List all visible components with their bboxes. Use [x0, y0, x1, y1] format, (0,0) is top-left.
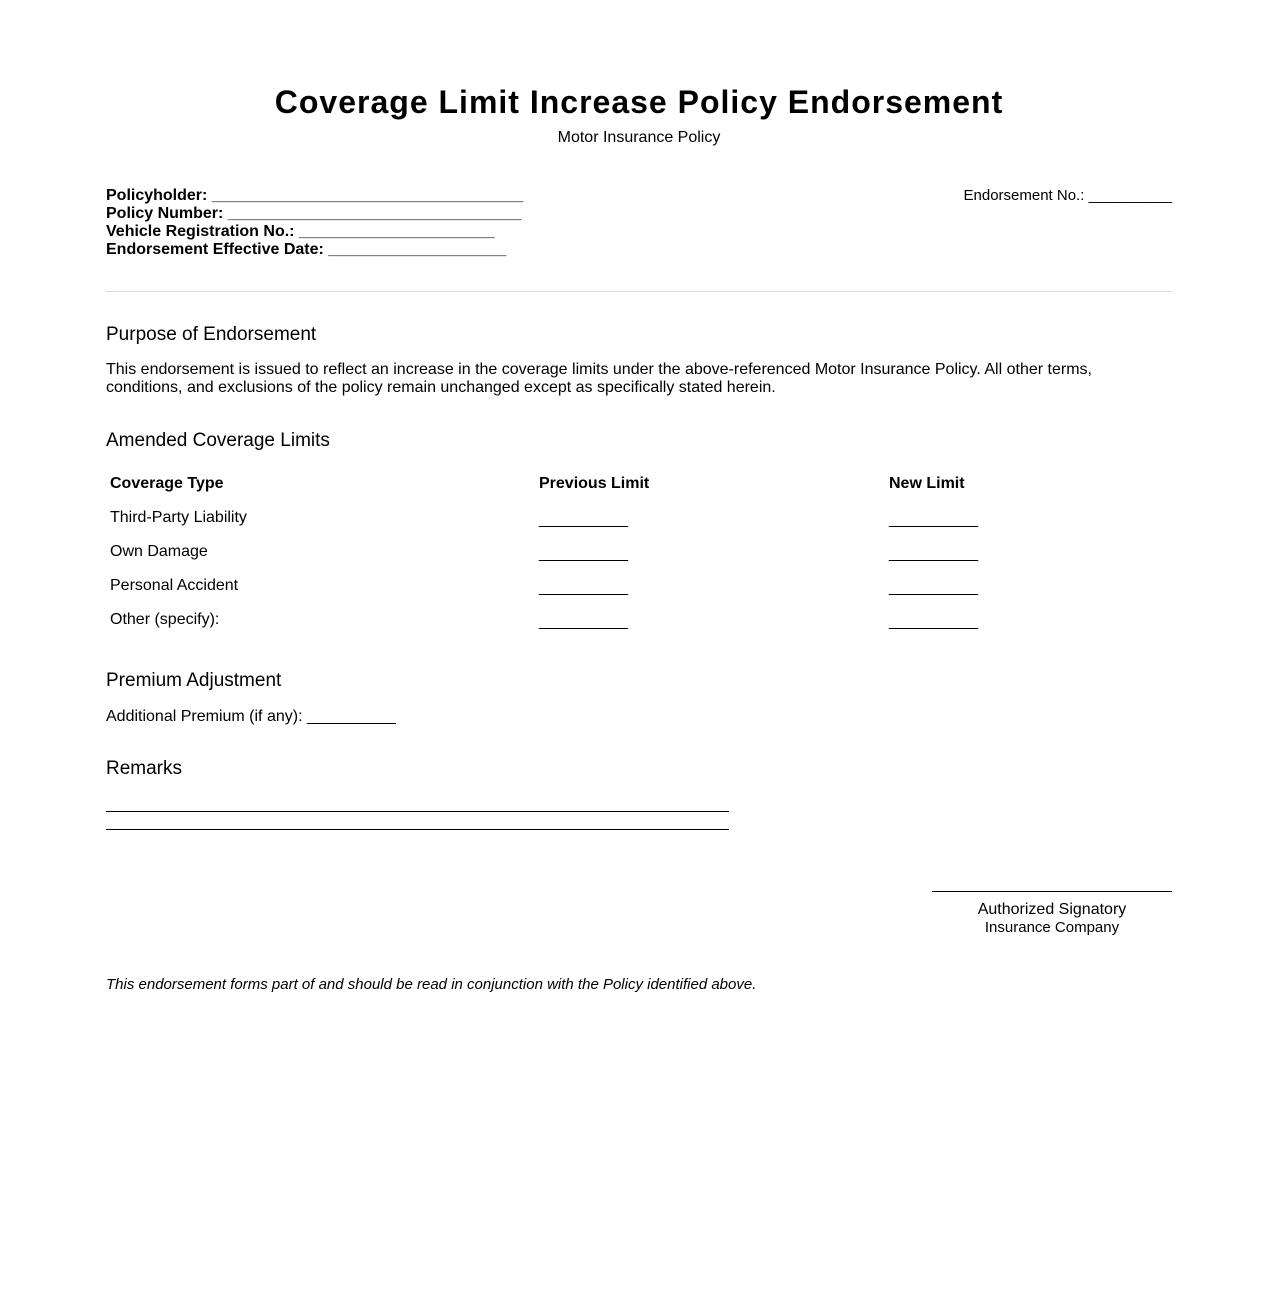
document-title: Coverage Limit Increase Policy Endorsement: [274, 84, 1004, 120]
previous-limit-blank[interactable]: __________: [539, 579, 628, 596]
table-row: [106, 569, 1172, 603]
remarks-heading: Remarks: [106, 758, 183, 779]
signature-block: [932, 891, 1172, 937]
document-subtitle: Motor Insurance Policy: [557, 129, 721, 146]
new-limit-blank[interactable]: __________: [889, 579, 978, 596]
section-divider: [106, 291, 1172, 292]
effective-date-field[interactable]: [106, 241, 523, 259]
signatory-organization: Insurance Company: [984, 919, 1120, 936]
effective-date-blank[interactable]: ____________________: [323, 241, 507, 258]
table-row: [106, 535, 1172, 569]
column-header-previous-limit: Previous Limit: [539, 475, 650, 492]
table-header-row: [106, 467, 1172, 501]
remarks-line-2[interactable]: [106, 829, 729, 830]
coverage-type-cell: Own Damage: [110, 543, 208, 560]
new-limit-blank[interactable]: __________: [889, 511, 978, 528]
table-row: [106, 603, 1172, 637]
additional-premium-label: Additional Premium (if any):: [106, 708, 303, 725]
additional-premium-field[interactable]: [106, 708, 396, 726]
table-row: [106, 501, 1172, 535]
new-limit-blank[interactable]: __________: [889, 613, 978, 630]
policy-number-blank[interactable]: _________________________________: [223, 205, 522, 222]
coverage-heading: Amended Coverage Limits: [106, 430, 330, 451]
remarks-line-1[interactable]: [106, 811, 729, 812]
signatory-title: Authorized Signatory: [977, 901, 1127, 918]
previous-limit-blank[interactable]: __________: [539, 511, 628, 528]
vehicle-registration-field[interactable]: [106, 223, 523, 241]
signature-line[interactable]: [932, 891, 1172, 892]
policyholder-blank[interactable]: ___________________________________: [207, 187, 524, 204]
policy-number-field[interactable]: [106, 205, 523, 223]
effective-date-label: Endorsement Effective Date:: [106, 241, 324, 258]
additional-premium-blank[interactable]: __________: [302, 708, 396, 725]
policyholder-label: Policyholder:: [106, 187, 208, 204]
coverage-type-cell: Personal Accident: [110, 577, 239, 594]
previous-limit-blank[interactable]: __________: [539, 613, 628, 630]
new-limit-blank[interactable]: __________: [889, 545, 978, 562]
column-header-coverage-type: Coverage Type: [110, 475, 224, 492]
endorsement-number-field[interactable]: [964, 187, 1173, 205]
purpose-text: This endorsement is issued to reflect an increase in the coverage limits under the above-referenced Motor Insurance Policy. All other terms, conditions, and exclusions of the policy remain unchanged except as specifically stated herein.: [106, 361, 1092, 396]
endorsement-number-label: Endorsement No.:: [963, 187, 1085, 204]
policy-details: [106, 187, 523, 259]
vehicle-registration-blank[interactable]: ______________________: [294, 223, 495, 240]
premium-heading: Premium Adjustment: [106, 670, 282, 691]
coverage-type-cell: Third-Party Liability: [110, 509, 247, 526]
policy-number-label: Policy Number:: [106, 205, 224, 222]
purpose-heading: Purpose of Endorsement: [106, 324, 317, 345]
coverage-type-cell: Other (specify):: [110, 611, 220, 628]
endorsement-number-blank[interactable]: __________: [1084, 187, 1172, 204]
policyholder-field[interactable]: [106, 187, 523, 205]
previous-limit-blank[interactable]: __________: [539, 545, 628, 562]
vehicle-registration-label: Vehicle Registration No.:: [106, 223, 295, 240]
coverage-limits-table: [106, 467, 1172, 637]
column-header-new-limit: New Limit: [889, 475, 965, 492]
footer-note: This endorsement forms part of and should be read in conjunction with the Policy identified above.: [106, 976, 757, 993]
